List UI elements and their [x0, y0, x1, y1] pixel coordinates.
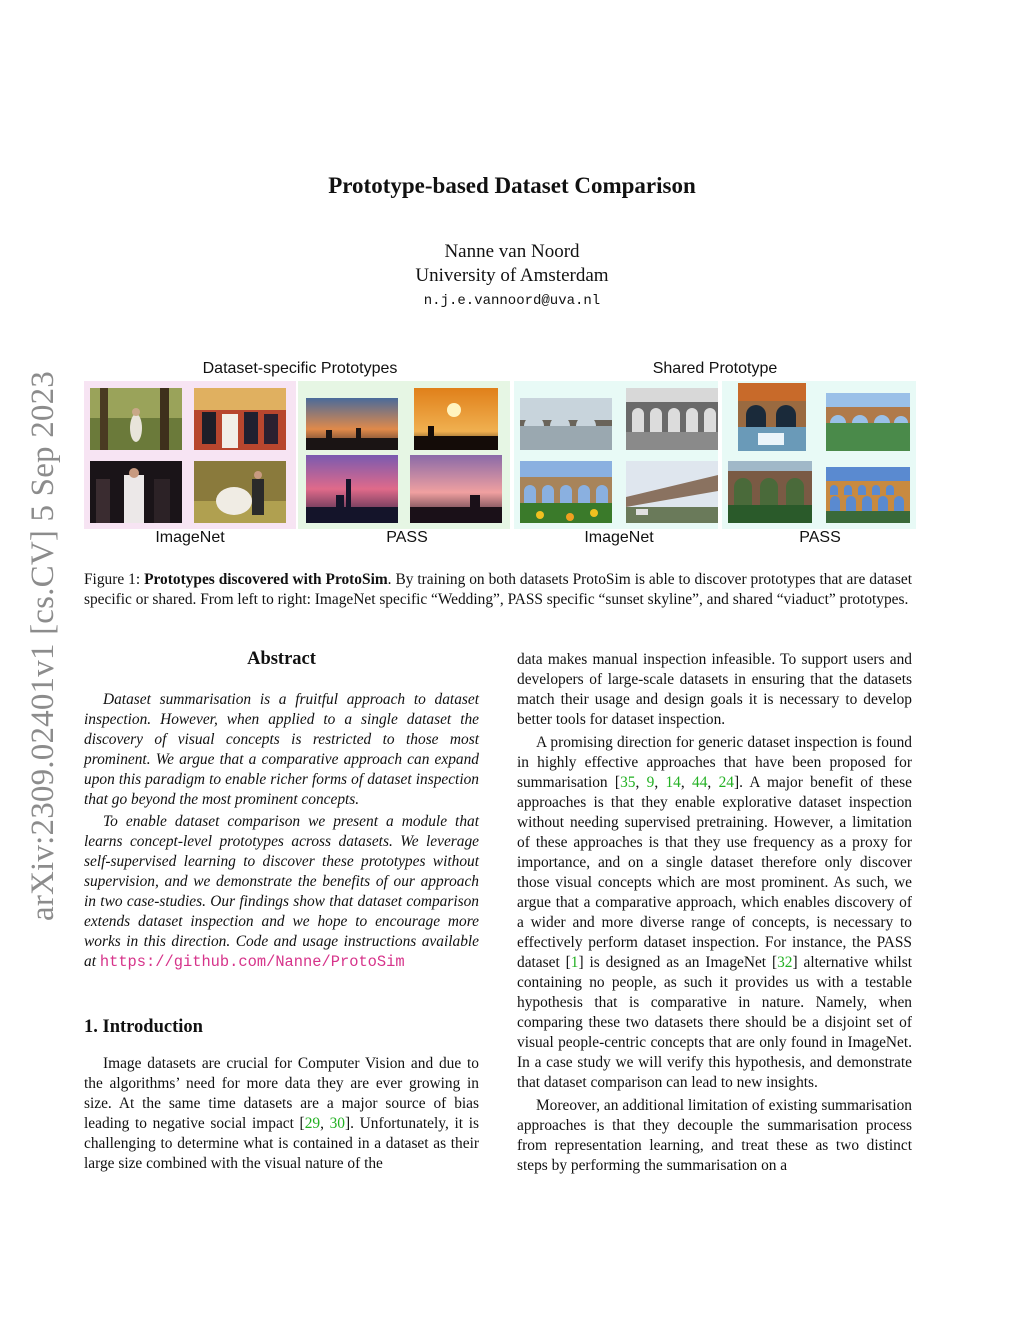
- citation-32[interactable]: 32: [777, 954, 793, 971]
- left-column: [84, 648, 479, 1174]
- right-paragraph-2: A promising direction for generic dataset inspection is found in highly effective approaches that have been proposed for summarisation [35, 9, 14, 44, 24]. A major benefit of these approaches is that they enable explorative dataset inspection without needing supervised pretraining. However, a limitation of these approaches is that they use frequency as a proxy for importance, and on a single dataset therefore only discover those visual concepts which are most prominent. As such, we argue that a comparative approach, which enables discovery of a wider and more diverse range of concepts, is necessary to effectively perform dataset inspection. For instance, the PASS dataset [1] is designed as an ImageNet [32] alternative whilst containing no people, as such it provides us with a testable hypothesis that is comparative in nature. Namely, when comparing these two datasets there should be a disjoint set of visual people-centric concepts that are only found in ImageNet. In a case study we will verify this hypothesis, and demonstrate that dataset comparison can lead to new insights.: [517, 734, 912, 1091]
- right-column: [517, 650, 912, 1176]
- imagenet-wedding-panel: [84, 381, 296, 529]
- caption-bold: Prototypes discovered with ProtoSim: [144, 571, 388, 588]
- viaduct-photo-5: [520, 461, 612, 523]
- sunset-photo-4: [410, 455, 502, 523]
- figure-label-imagenet-2: ImageNet: [584, 529, 654, 546]
- citation-44[interactable]: 44: [692, 774, 708, 791]
- intro-text-a: Image datasets are crucial for Computer Vision and due to the algorithms’ need for more data they are ever growing in size. At the same time datasets are a major source of bias leading to negative social impact [: [84, 1055, 479, 1132]
- caption-label: Figure 1:: [84, 571, 141, 588]
- citation-30[interactable]: 30: [329, 1115, 345, 1132]
- viaduct-photo-7: [728, 461, 812, 523]
- abstract-paragraph-2-text: To enable dataset comparison we present a module that learns concept-level prototypes across datasets. We leverage self-supervised learning to discover these prototypes without supervision, and we demonstrate the benefits of our approach in two case-studies. Our findings show that dataset comparison extends dataset inspection and we hope to encourage more works in this direction. Code and usage instructions available at: [84, 813, 479, 970]
- author-affiliation: University of Amsterdam: [415, 265, 609, 286]
- viaduct-photo-1: [520, 398, 612, 450]
- intro-paragraph-1: Image datasets are crucial for Computer Vision and due to the algorithms’ need for more data they are ever growing in size. At the same time datasets are a major source of bias leading to negative social impact [29, 30]. Unfortunately, it is challenging to determine what is contained in a dataset as their large size combined with the visual nature of the: [84, 1055, 479, 1172]
- right-paragraph-3: Moreover, an additional limitation of existing summarisation approaches is that they decouple the summarisation process from representation learning, and treat these as two distinct steps by performing the summarisation on a: [517, 1097, 912, 1174]
- viaduct-photo-3: [738, 383, 806, 451]
- abstract-paragraph-1: Dataset summarisation is a fruitful approach to dataset inspection. However, when applied to a single dataset the discovery of visual concepts is restricted to those most prominent. We argue that a comparative approach can expand upon this paradigm to enable richer forms of dataset inspection that go beyond the most prominent concepts.: [84, 691, 479, 808]
- imagenet-viaduct-panel: [514, 381, 718, 529]
- right-text-c: ] is designed as an ImageNet [: [578, 954, 778, 971]
- wedding-photo-couple: [194, 461, 286, 523]
- figure-caption: [84, 570, 912, 610]
- right-text-d: ] alternative whilst containing no people, as such it provides us with a testable hypothesis that is comparative in nature. Namely, when comparing these two datasets there should be a disjoint set of visual people-centric concepts that are only found in ImageNet. In a case study we will verify this hypothesis, and demonstrate that dataset comparison can lead to new insights.: [517, 954, 912, 1091]
- sunset-photo-3: [306, 455, 398, 523]
- figure-heading-dataset-specific: Dataset-specific Prototypes: [202, 360, 398, 377]
- author-email: n.j.e.vannoord@uva.nl: [423, 293, 601, 309]
- intro-heading: 1. Introduction: [84, 1017, 203, 1037]
- right-paragraph-1: data makes manual inspection infeasible. To support users and developers of large-scale datasets in ensuring that the datasets match their usage and design goals it is necessary to develop better tools for dataset inspection.: [517, 651, 912, 728]
- wedding-photo-group: [194, 388, 286, 450]
- abstract-heading: Abstract: [247, 649, 316, 669]
- wedding-photo-forest: [90, 388, 182, 450]
- intro-text-b: ]. Unfortunately, it is challenging to determine what is contained in a dataset as their large size combined with the visual nature of the: [84, 1115, 479, 1172]
- paper-title: Prototype-based Dataset Comparison: [328, 173, 696, 198]
- citation-9[interactable]: 9: [646, 774, 655, 791]
- citation-29[interactable]: 29: [304, 1115, 321, 1132]
- citation-35[interactable]: 35: [620, 774, 636, 791]
- viaduct-photo-4: [826, 393, 910, 451]
- pass-sunset-panel: [298, 381, 510, 529]
- sunset-photo-1: [306, 398, 398, 450]
- citation-14[interactable]: 14: [665, 774, 681, 791]
- caption-text: . By training on both datasets ProtoSim is able to discover prototypes that are dataset specific or shared. From left to right: ImageNet specific “Wedding”, PASS specific “sunset skyline”, and shared “viaduct” prototypes.: [84, 571, 912, 608]
- right-text-a: A promising direction for generic dataset inspection is found in highly effective approaches that have been proposed for summarisation [: [517, 734, 912, 791]
- abstract-paragraph-2: [84, 812, 479, 972]
- wedding-photo-night: [90, 461, 182, 523]
- sunset-photo-2: [414, 388, 498, 450]
- citation-1[interactable]: 1: [570, 954, 579, 971]
- viaduct-photo-6: [626, 461, 718, 523]
- figure-label-imagenet-1: ImageNet: [155, 529, 225, 546]
- viaduct-photo-8: [826, 467, 910, 523]
- figure-label-pass-1: PASS: [386, 529, 428, 546]
- citation-24[interactable]: 24: [718, 774, 734, 791]
- viaduct-photo-2: [626, 388, 718, 450]
- arxiv-identifier: arXiv:2309.02401v1 [cs.CV] 5 Sep 2023: [25, 371, 61, 922]
- figure-label-pass-2: PASS: [799, 529, 841, 546]
- code-url-link[interactable]: https://github.com/Nanne/ProtoSim: [99, 953, 405, 971]
- pass-viaduct-panel: [722, 381, 916, 529]
- right-text-b: ]. A major benefit of these approaches is that they enable explorative dataset inspection without needing supervised pretraining. However, a limitation of these approaches is that they use frequency as a proxy for importance, and on a single dataset therefore only discover those visual concepts which are most prominent. As such, we argue that a comparative approach, which enables discovery of a wider and more diverse range of concepts, is necessary to effectively perform dataset inspection. For instance, the PASS dataset [: [517, 774, 912, 971]
- figure-heading-shared: Shared Prototype: [652, 360, 778, 377]
- author-name: Nanne van Noord: [444, 241, 580, 262]
